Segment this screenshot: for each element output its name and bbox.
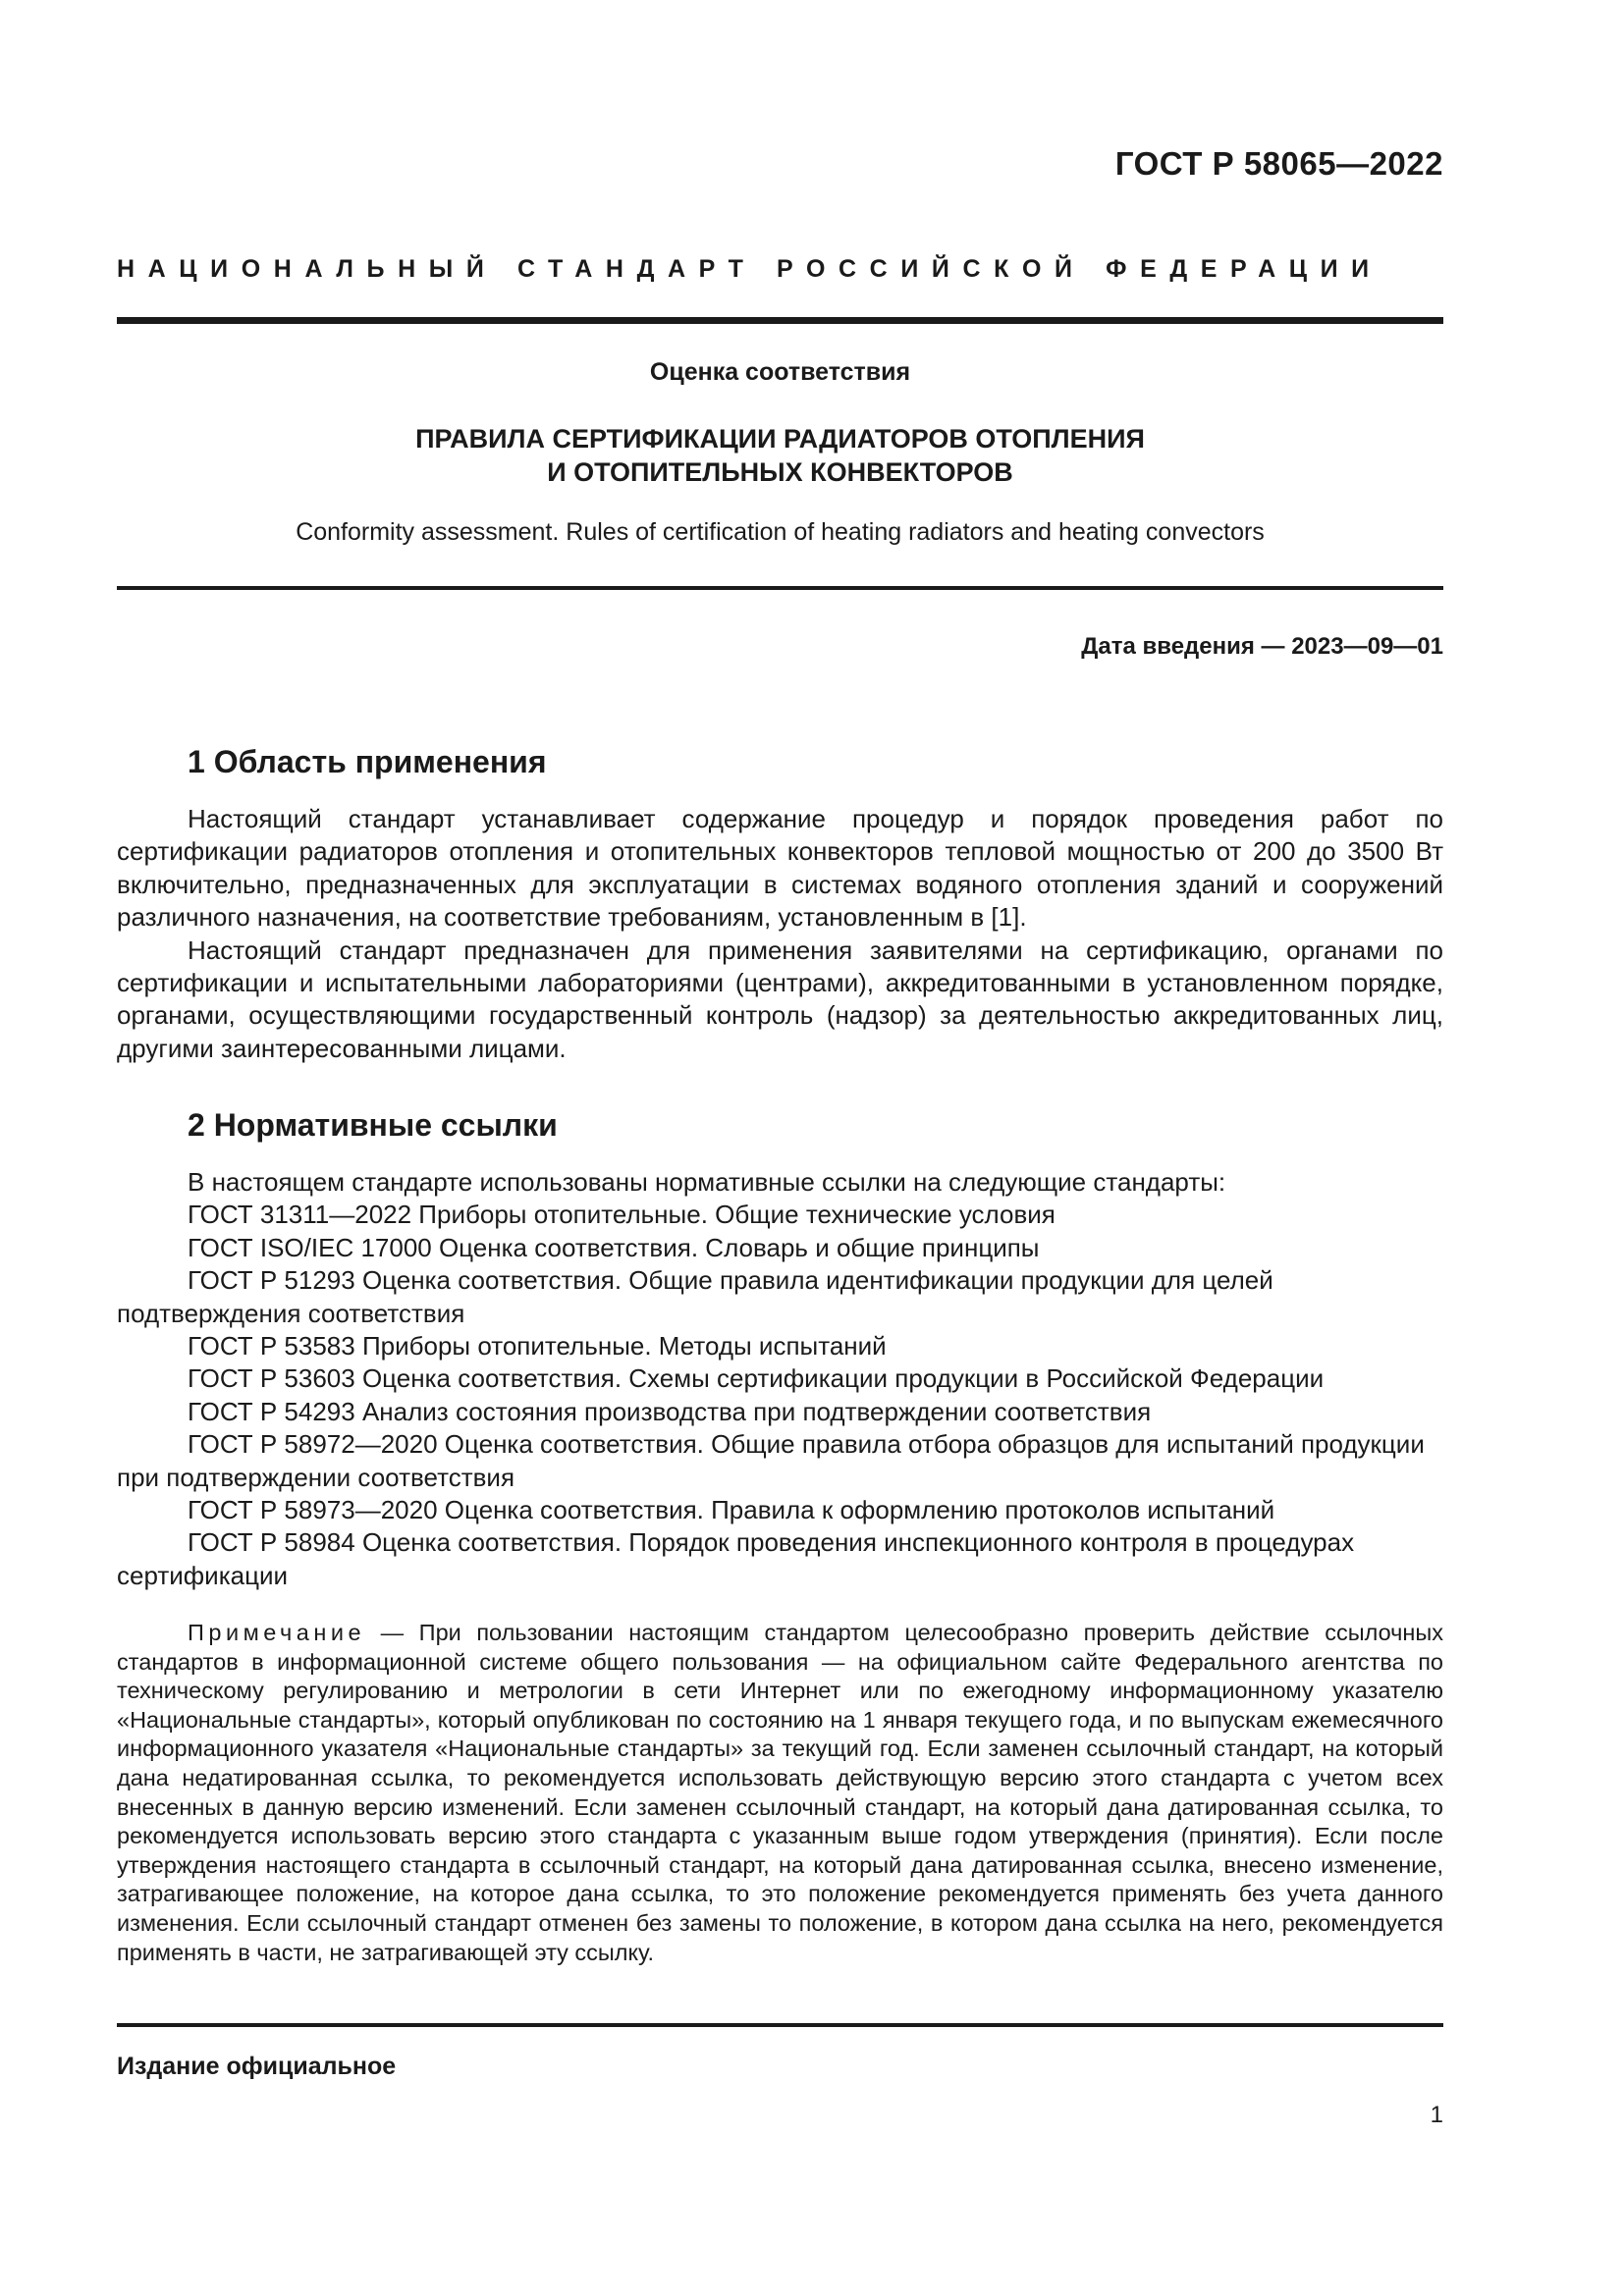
note-label: Примечание <box>188 1620 366 1645</box>
section-1-paragraph: Настоящий стандарт устанавливает содержание процедур и порядок проведения работ по сертификации радиаторов отопления и отопительных конвекторов тепловой мощностью от 200 до 3500 Вт включительно, предназначенных для эксплуатации в системах водяного отопления зданий и сооружений различного назначения, на соответствие требованиям, установленным в [1]. <box>117 804 1443 933</box>
reference-item: ГОСТ 31311—2022 Приборы отопительные. Общие технические условия <box>188 1200 1056 1230</box>
introduction-date: Дата введения — 2023—09—01 <box>1081 633 1443 660</box>
section-2-heading: 2 Нормативные ссылки <box>188 1107 558 1143</box>
reference-item: ГОСТ Р 58984 Оценка соответствия. Порядок проведения инспекционного контроля в процедурах сертификации <box>117 1527 1355 1590</box>
reference-item: ГОСТ Р 53583 Приборы отопительные. Методы испытаний <box>188 1331 887 1362</box>
reference-item: ГОСТ Р 58973—2020 Оценка соответствия. Правила к оформлению протоколов испытаний <box>188 1495 1275 1525</box>
section-1-heading: 1 Область применения <box>188 744 547 779</box>
references-intro: В настоящем стандарте использованы нормативные ссылки на следующие стандарты: <box>188 1167 1226 1197</box>
standard-category: Оценка соответствия <box>649 358 911 386</box>
title-rule <box>117 586 1443 590</box>
footer-rule <box>117 2023 1443 2027</box>
section-1-body <box>117 803 1443 1065</box>
reference-item: ГОСТ Р 54293 Анализ состояния производства при подтверждении соответствия <box>188 1396 1152 1426</box>
english-title: Conformity assessment. Rules of certification of heating radiators and heating convectors <box>296 518 1265 546</box>
references-note <box>117 1619 1443 1967</box>
section-1-paragraph: Настоящий стандарт предназначен для применения заявителями на сертификацию, органами по сертификации и испытательными лабораториями (центрами), аккредитованными в установленном порядке, органами, осуществляющими государственный контроль (надзор) за деятельностью аккредитованных лиц, другими заинтересованными лицами. <box>117 934 1443 1063</box>
standard-title <box>117 422 1443 489</box>
normative-references-list <box>117 1166 1443 1592</box>
reference-item: ГОСТ Р 53603 Оценка соответствия. Схемы сертификации продукции в Российской Федерации <box>188 1363 1325 1394</box>
reference-item: ГОСТ ISO/IEC 17000 Оценка соответствия. Словарь и общие принципы <box>188 1232 1040 1262</box>
official-edition-label: Издание официальное <box>117 2053 397 2080</box>
standard-title-line1: ПРАВИЛА СЕРТИФИКАЦИИ РАДИАТОРОВ ОТОПЛЕНИЯ <box>415 424 1145 454</box>
reference-item: ГОСТ Р 51293 Оценка соответствия. Общие правила идентификации продукции для целей подтверждения соответствия <box>117 1265 1273 1328</box>
note-text: — При пользовании настоящим стандартом целесообразно проверить действие ссылочных стандартов в информационной системе общего пользования — на официальном сайте Федерального агентства по техническому регулированию и метрологии в сети Интернет или по ежегодному информационному указателю «Национальные стандарты», который опубликован по состоянию на 1 января текущего года, и по выпускам ежемесячного информационного указателя «Национальные стандарты» за текущий год. Если заменен ссылочный стандарт, на который дана недатированная ссылка, то рекомендуется использовать действующую версию этого стандарта с учетом всех внесенных в данную версию изменений. Если заменен ссылочный стандарт, на который дана датированная ссылка, то рекомендуется использовать версию этого стандарта с указанным выше годом утверждения (принятия). Если после утверждения настоящего стандарта в ссылочный стандарт, на который дана датированная ссылка, внесено изменение, затрагивающее положение, на которое дана ссылка, то это положение рекомендуется применять без учета данного изменения. Если ссылочный стандарт отменен без замены то положение, в котором дана ссылка на него, рекомендуется применять в части, не затрагивающей эту ссылку. <box>117 1620 1443 1965</box>
header-rule <box>117 317 1443 324</box>
national-standard-title: НАЦИОНАЛЬНЫЙ СТАНДАРТ РОССИЙСКОЙ ФЕДЕРАЦИИ <box>117 255 1382 283</box>
standard-title-line2: И ОТОПИТЕЛЬНЫХ КОНВЕКТОРОВ <box>547 457 1013 487</box>
reference-item: ГОСТ Р 58972—2020 Оценка соответствия. Общие правила отбора образцов для испытаний продукции при подтверждении соответствия <box>117 1429 1425 1492</box>
page-number: 1 <box>1430 2102 1443 2128</box>
document-code: ГОСТ Р 58065—2022 <box>1114 145 1443 182</box>
